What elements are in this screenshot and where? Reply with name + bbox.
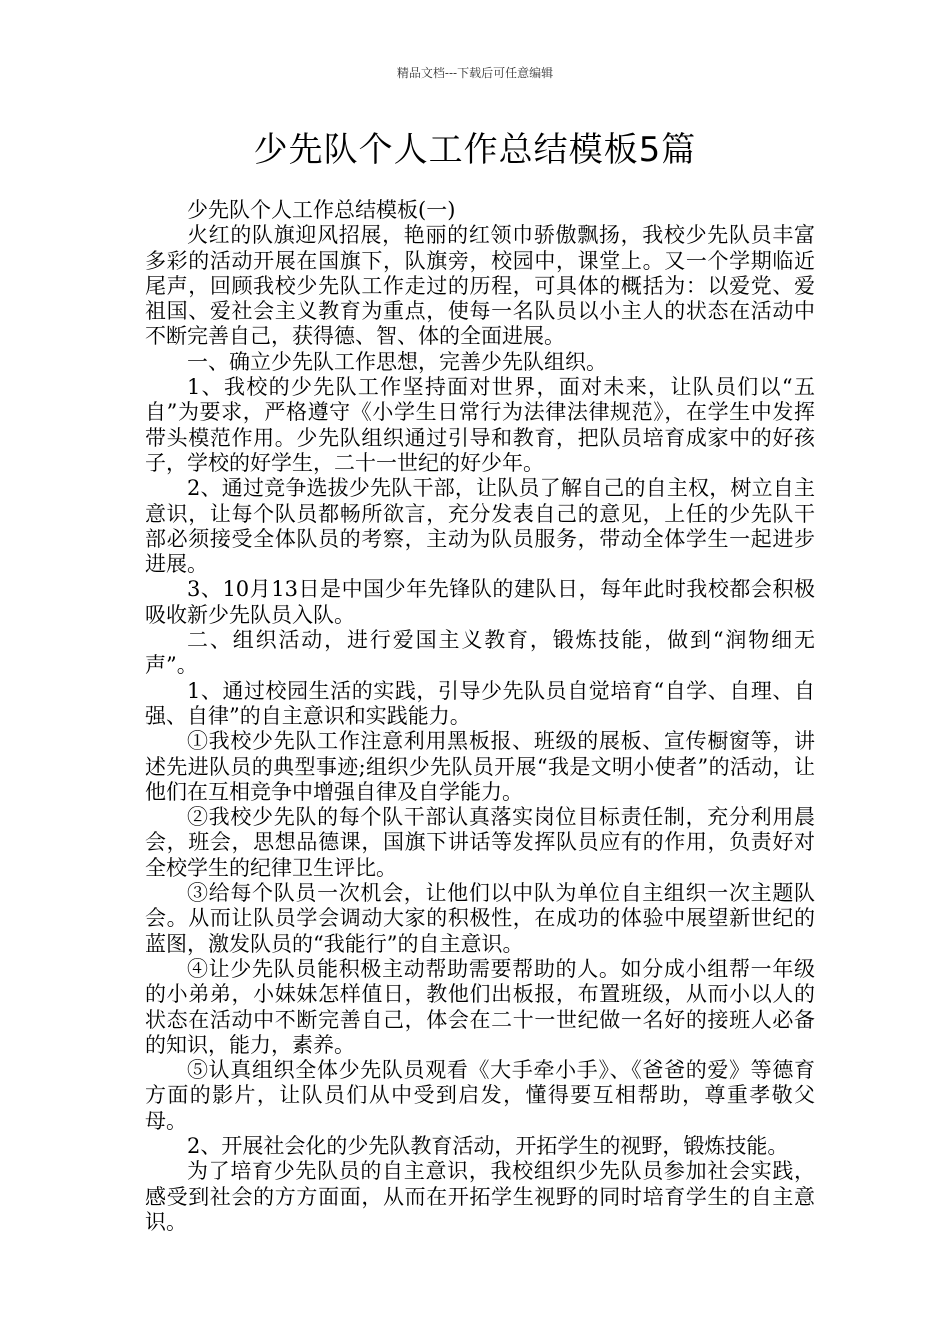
- paragraph-item-3: ③给每个队员一次机会，让他们以中队为单位自主组织一次主题队会。从而让队员学会调动大家的积极性，在成功的体验中展望新世纪的蓝图，激发队员的“我能行”的自主意识。: [145, 881, 815, 956]
- paragraph-item-4: ④让少先队员能积极主动帮助需要帮助的人。如分成小组帮一年级的小弟弟，小妹妹怎样值日，教他们出板报，布置班级，从而小以人的状态在活动中不断完善自己，体会在二十一世纪做一名好的接班人必备的知识，能力，素养。: [145, 956, 815, 1057]
- section-heading-part-1: 一、确立少先队工作思想，完善少先队组织。: [187, 349, 607, 374]
- section-heading-part-2: 二、组织活动，进行爱国主义教育，锻炼技能，做到“润物细无声”。: [145, 628, 815, 678]
- header-note: 精品文档---下载后可任意编辑: [396, 66, 554, 80]
- paragraph-item-1: ①我校少先队工作注意利用黑板报、班级的展板、宣传橱窗等，讲述先进队员的典型事迹;组织少先队员开展“我是文明小使者”的活动，让他们在互相竞争中增强自律及自学能力。: [145, 729, 815, 804]
- paragraph-item-5: ⑤认真组织全体少先队员观看《大手牵小手》、《爸爸的爱》等德育方面的影片，让队员们从中受到启发，懂得要互相帮助，尊重孝敬父母。: [145, 1058, 815, 1133]
- document-body: [145, 198, 815, 1235]
- section-heading-template-1: 少先队个人工作总结模板(一): [187, 198, 456, 222]
- paragraph-intro: 火红的队旗迎风招展，艳丽的红领巾骄傲飘扬，我校少先队员丰富多彩的活动开展在国旗下，队旗旁，校园中，课堂上。又一个学期临近尾声，回顾我校少先队工作走过的历程，可具体的概括为：以爱党、爱祖国、爱社会主义教育为重点，使每一名队员以小主人的状态在活动中不断完善自己，获得德、智、体的全面进展。: [145, 223, 815, 349]
- paragraph-item-2: ②我校少先队的每个队干部认真落实岗位目标责任制，充分利用晨会，班会，思想品德课，国旗下讲话等发挥队员应有的作用，负责好对全校学生的纪律卫生评比。: [145, 805, 815, 880]
- paragraph-1-1: 1、我校的少先队工作坚持面对世界，面对未来，让队员们以“五自”为要求，严格遵守《小学生日常行为法律法律规范》，在学生中发挥带头模范作用。少先队组织通过引导和教育，把队员培育成家中的好孩子，学校的好学生，二十一世纪的好少年。: [145, 375, 815, 475]
- document-title: 少先队个人工作总结模板5篇: [253, 130, 697, 170]
- paragraph-1-3: 3、10月13日是中国少年先锋队的建队日，每年此时我校都会积极吸收新少先队员入队。: [145, 577, 815, 627]
- paragraph-1-2: 2、通过竞争选拔少先队干部，让队员了解自己的自主权，树立自主意识，让每个队员都畅所欲言，充分发表自己的意见，上任的少先队干部必须接受全体队员的考察，主动为队员服务，带动全体学生一起进步进展。: [145, 476, 815, 577]
- paragraph-2-1: 1、通过校园生活的实践，引导少先队员自觉培育“自学、自理、自强、自律”的自主意识和实践能力。: [145, 678, 815, 728]
- paragraph-2-2: 2、开展社会化的少先队教育活动，开拓学生的视野，锻炼技能。: [187, 1133, 789, 1158]
- paragraph-closing: 为了培育少先队员的自主意识，我校组织少先队员参加社会实践，感受到社会的方方面面，从而在开拓学生视野的同时培育学生的自主意识。: [145, 1159, 815, 1234]
